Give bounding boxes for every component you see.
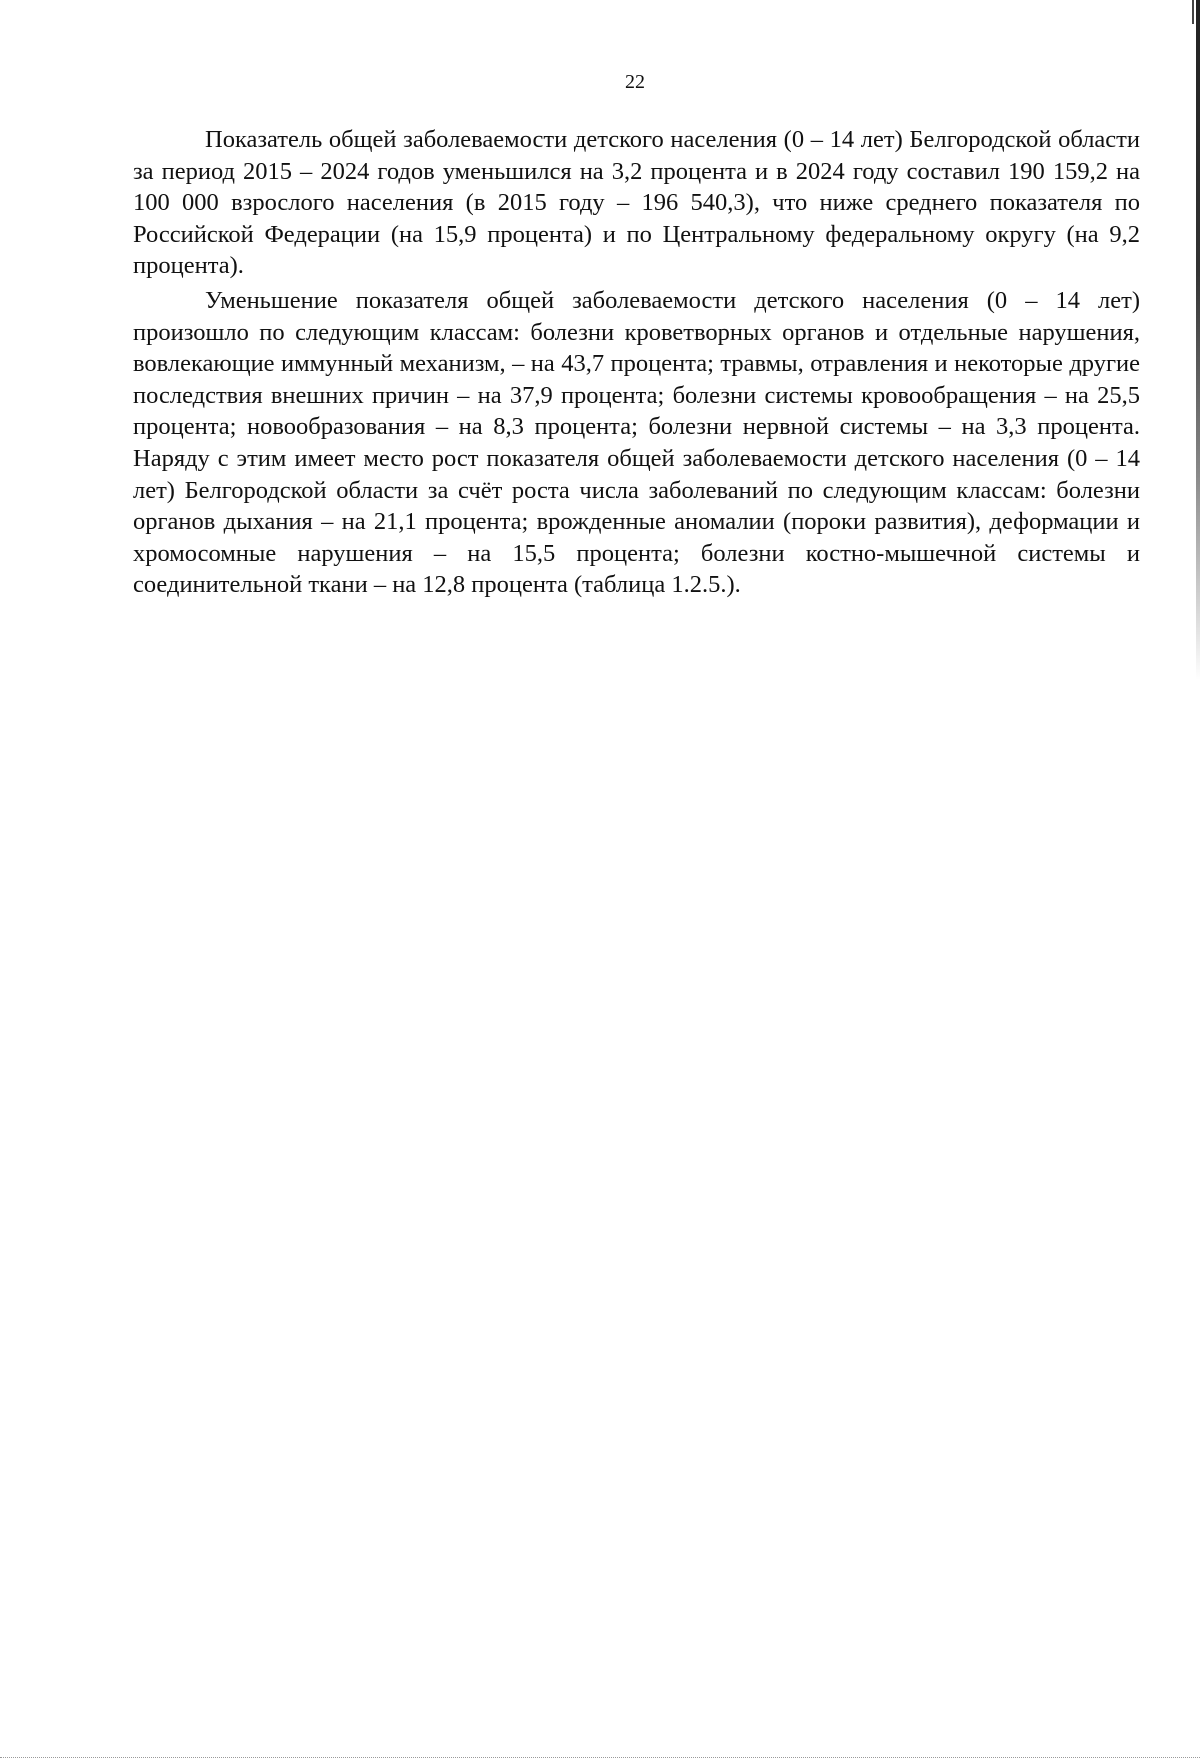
document-body (133, 124, 1140, 601)
scan-edge-right (1196, 0, 1200, 680)
scan-edge-mark (1192, 0, 1194, 24)
paragraph-1: Показатель общей заболеваемости детского населения (0 – 14 лет) Белгородской области за период 2015 – 2024 годов уменьшился на 3,2 процента и в 2024 году составил 190 159,2 на 100 000 взрослого населения (в 2015 году – 196 540,3), что ниже среднего показателя по Российской Федерации (на 15,9 процента) и по Центральному федеральному округу (на 9,2 процента). (133, 126, 1140, 280)
page-number: 22 (625, 71, 645, 93)
scan-edge-bottom (0, 1757, 1200, 1758)
paragraph-2: Уменьшение показателя общей заболеваемости детского населения (0 – 14 лет) произошло по следующим классам: болезни кроветворных органов и отдельные нарушения, вовлекающие иммунный механизм, – на 43,7 процента; травмы, отравления и некоторые другие последствия внешних причин – на 37,9 процента; болезни системы кровообращения – на 25,5 процента; новообразования – на 8,3 процента; болезни нервной системы – на 3,3 процента. Наряду с этим имеет место рост показателя общей заболеваемости детского населения (0 – 14 лет) Белгородской области за счёт роста числа заболеваний по следующим классам: болезни органов дыхания – на 21,1 процента; врожденные аномалии (пороки развития), деформации и хромосомные нарушения – на 15,5 процента; болезни костно-мышечной системы и соединительной ткани – на 12,8 процента (таблица 1.2.5.). (133, 286, 1140, 599)
